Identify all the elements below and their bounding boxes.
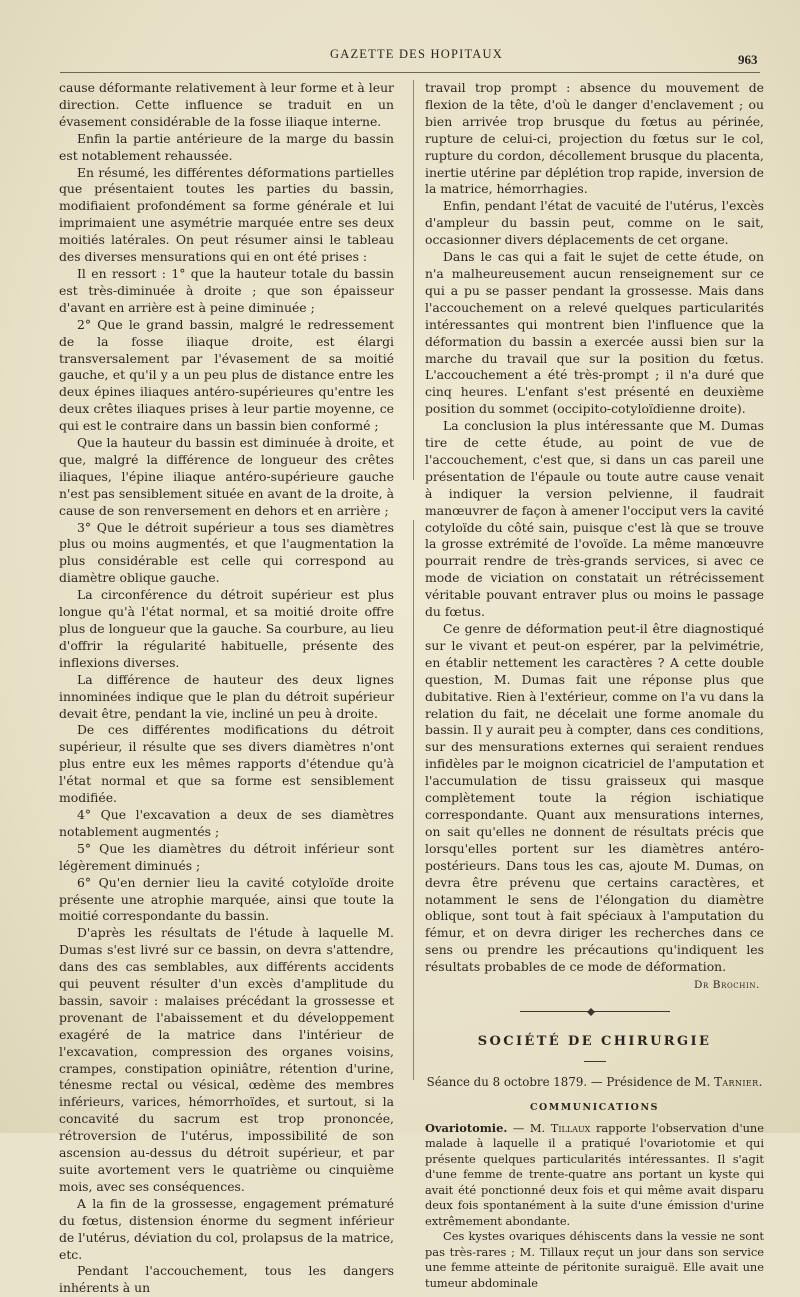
- paragraph: A la fin de la grossesse, engagement prématuré du fœtus, distension énorme du segment inférieur de l'utérus, déviation du col, prolapsus de la matrice, etc.: [59, 1195, 394, 1262]
- journal-title: GAZETTE DES HOPITAUX: [330, 47, 503, 61]
- paragraph: La conclusion la plus intéressante que M. Dumas tire de cette étude, au point de vue de l'accouchement, c'est que, si dans un cas pareil une présentation de l'épaule ou toute autre cause venait à indiquer la version pelvienne, il faudrait manœuvrer de façon à amener l'occiput vers la cavité cotyloïde du côté sain, puisque c'est là que se trouve la grosse extrémité de l'ovoïde. La même manœuvre pourrait rendre de très-grands services, si avec ce mode de viciation on constatait un rétrécissement véritable pouvant entraver plus ou moins le passage du fœtus.: [425, 418, 764, 620]
- page-number: 963: [738, 52, 758, 67]
- right-column: [425, 80, 764, 1291]
- paragraph: 5° Que les diamètres du détroit inférieur sont légèrement diminués ;: [59, 840, 394, 873]
- paragraph: travail trop prompt : absence du mouvement de flexion de la tête, d'où le danger d'enclavement ; ou bien arrivée trop brusque du fœtus au périnée, rupture de celui-ci, projection du fœtus sur le col, rupture du cordon, décollement brusque du placenta, inertie utérine par déplétion trop rapide, inversion de la matrice, hémorrhagies.: [425, 80, 764, 197]
- column-separator: [413, 80, 414, 1080]
- short-divider: [584, 1061, 606, 1062]
- item-author: Tillaux: [550, 1120, 591, 1135]
- paragraph: Enfin la partie antérieure de la marge du bassin est notablement rehaussée.: [59, 130, 394, 163]
- paragraph: 2° Que le grand bassin, malgré le redressement de la fosse iliaque droite, est élargi transversalement par l'évasement de sa moitié gauche, et qu'il y a un peu plus de distance entre les deux épines iliaques antéro-supérieures qu'entre les deux crêtes iliaques prises à leur partie moyenne, ce qui est le contraire dans un bassin bien conformé ;: [59, 316, 394, 434]
- paragraph: Ce genre de déformation peut-il être diagnostiqué sur le vivant et peut-on espérer, par la pelvimétrie, en établir nettement les caractères ? A cette double question, M. Dumas fait une réponse plus que dubitative. Rien à l'extérieur, comme on l'a vu dans la relation du fait, ne décelait une forme anomale du bassin. Il y aurait peu à compter, dans ces conditions, sur des mensurations externes qui seraient rendues infidèles par le moignon cicatriciel de l'amputation et l'accumulation de tissu graisseux qui masque complètement toute la région ischiatique correspondante. Quant aux mensurations internes, on sait qu'elles ne donnent de résultats précis que lorsqu'elles portent sur les diamètres antéro-postérieurs. Dans tous les cas, ajoute M. Dumas, on devra être prévenu que certains caractères, et notamment le sens de l'élongation du diamètre oblique, sont tout à fait spéciaux à l'amputation du fémur, et on devra diriger les recherches dans ce sens ou prendre les précautions qu'indiquent les résultats probables de ce mode de déformation.: [425, 621, 764, 975]
- section-title: SOCIÉTÉ DE CHIRURGIE: [477, 1033, 712, 1049]
- header-rule: [60, 72, 760, 73]
- session-line: [425, 1074, 764, 1091]
- subheading: COMMUNICATIONS: [529, 1101, 659, 1113]
- paragraph: Dans le cas qui a fait le sujet de cette étude, on n'a malheureusement aucun renseignement sur ce qui a pu se passer pendant la grossesse. Mais dans l'accouchement on a relevé quelques particularités intéressantes qui montrent bien l'influence que la déformation du bassin a exercée aussi bien sur la marche du travail que sur la position du fœtus. L'accouchement a été très-prompt ; il n'a duré que cinq heures. L'enfant s'est présenté en deuxième position du sommet (occipito-cotyloïdienne droite).: [425, 249, 764, 417]
- paragraph: La circonférence du détroit supérieur est plus longue qu'à l'état normal, et sa moitié droite offre plus de longueur que la gauche. Sa courbure, au lieu d'offrir la régularité habituelle, présente des inflexions diverses.: [59, 587, 394, 670]
- session-suffix: .: [758, 1074, 763, 1089]
- paragraph: 6° Qu'en dernier lieu la cavité cotyloïde droite présente une atrophie marquée, ainsi que toute la moitié correspondante du bassin.: [59, 874, 394, 924]
- paragraph: 4° Que l'excavation a deux de ses diamètres notablement augmentés ;: [59, 806, 394, 839]
- paragraph: D'après les résultats de l'étude à laquelle M. Dumas s'est livré sur ce bassin, on devra s'attendre, dans des cas semblables, aux différents accidents qui peuvent résulter d'un excès d'amplitude du bassin, savoir : malaises précédant la grossesse et provenant de l'abaissement et du développement exagéré de la matrice dans l'intérieur de l'excavation, compression des organes voisins, crampes, constipation opiniâtre, rétention d'urine, ténesme rectal ou vésical, œdème des membres inférieurs, varices, hémorrhoïdes, et surtout, si la concavité du sacrum est trop prononcée, rétroversion de l'utérus, impossibilité de son ascension au-dessus du détroit supérieur, et par suite avortement vers le quatrième ou cinquième mois, avec ses conséquences.: [59, 925, 394, 1194]
- paragraph: cause déformante relativement à leur forme et à leur direction. Cette influence se traduit en un évasement considérable de la fosse iliaque interne.: [59, 80, 394, 129]
- paragraph: De ces différentes modifications du détroit supérieur, il résulte que ses divers diamètres n'ont plus entre eux les mêmes rapports d'étendue qu'à l'état normal et que sa forme est sensiblement modifiée.: [59, 722, 394, 806]
- paragraph: La différence de hauteur des deux lignes innominées indique que le plan du détroit supérieur devait être, pendant la vie, incliné un peu à droite.: [59, 671, 394, 721]
- item-dash: — M.: [507, 1120, 551, 1135]
- ornamental-divider: [520, 1008, 670, 1016]
- item-title: Ovariotomie.: [425, 1120, 508, 1135]
- author-signature: Dr Brochin.: [693, 979, 760, 992]
- communication-block: [425, 1121, 764, 1292]
- diamond-ornament-icon: [587, 1008, 595, 1016]
- paragraph: En résumé, les différentes déformations partielles que présentaient toutes les parties du bassin, modifiaient profondément sa forme générale et lui imprimaient une asymétrie marquée entre ses deux moitiés latérales. On peut résumer ainsi le tableau des diverses mensurations qui en ont été prises :: [59, 164, 394, 265]
- paragraph: Pendant l'accouchement, tous les dangers inhérents à un: [59, 1263, 394, 1296]
- session-prefix: Séance du 8 octobre 1879. — Présidence de M.: [426, 1074, 715, 1089]
- paragraph: 3° Que le détroit supérieur a tous ses diamètres plus ou moins augmentés, et que l'augmentation la plus considérable est celle qui correspond au diamètre oblique gauche.: [59, 519, 394, 586]
- paragraph: Ces kystes ovariques déhiscents dans la vessie ne sont pas très-rares ; M. Tillaux reçut un jour dans son service une femme atteinte de péritonite suraiguë. Elle avait une tumeur abdominale: [425, 1229, 764, 1290]
- paragraph: Il en ressort : 1° que la hauteur totale du bassin est très-diminuée à droite ; que son épaisseur d'avant en arrière est à peine diminuée ;: [59, 265, 394, 315]
- communication-paragraph: [425, 1121, 764, 1230]
- paragraph: Que la hauteur du bassin est diminuée à droite, et que, malgré la différence de longueur des crêtes iliaques, l'épine iliaque antéro-supérieure gauche n'est pas sensiblement située en avant de la droite, à cause de son renversement en dehors et en arrière ;: [59, 435, 394, 518]
- president-name: Tarnier: [714, 1074, 759, 1089]
- paragraph: Enfin, pendant l'état de vacuité de l'utérus, l'excès d'ampleur du bassin peut, comme on le sait, occasionner divers déplacements de cet organe.: [425, 198, 764, 248]
- left-column: [59, 80, 394, 1297]
- item-text: rapporte l'observation d'une malade à laquelle il a pratiqué l'ovariotomie et qui présente quelques particularités intéressantes. Il s'agit d'une femme de trente-quatre ans portant un kyste qui avait été ponctionné deux fois et qui même avait disparu deux fois spontanément à la suite d'une émission d'urine extrêmement abondante.: [425, 1120, 764, 1228]
